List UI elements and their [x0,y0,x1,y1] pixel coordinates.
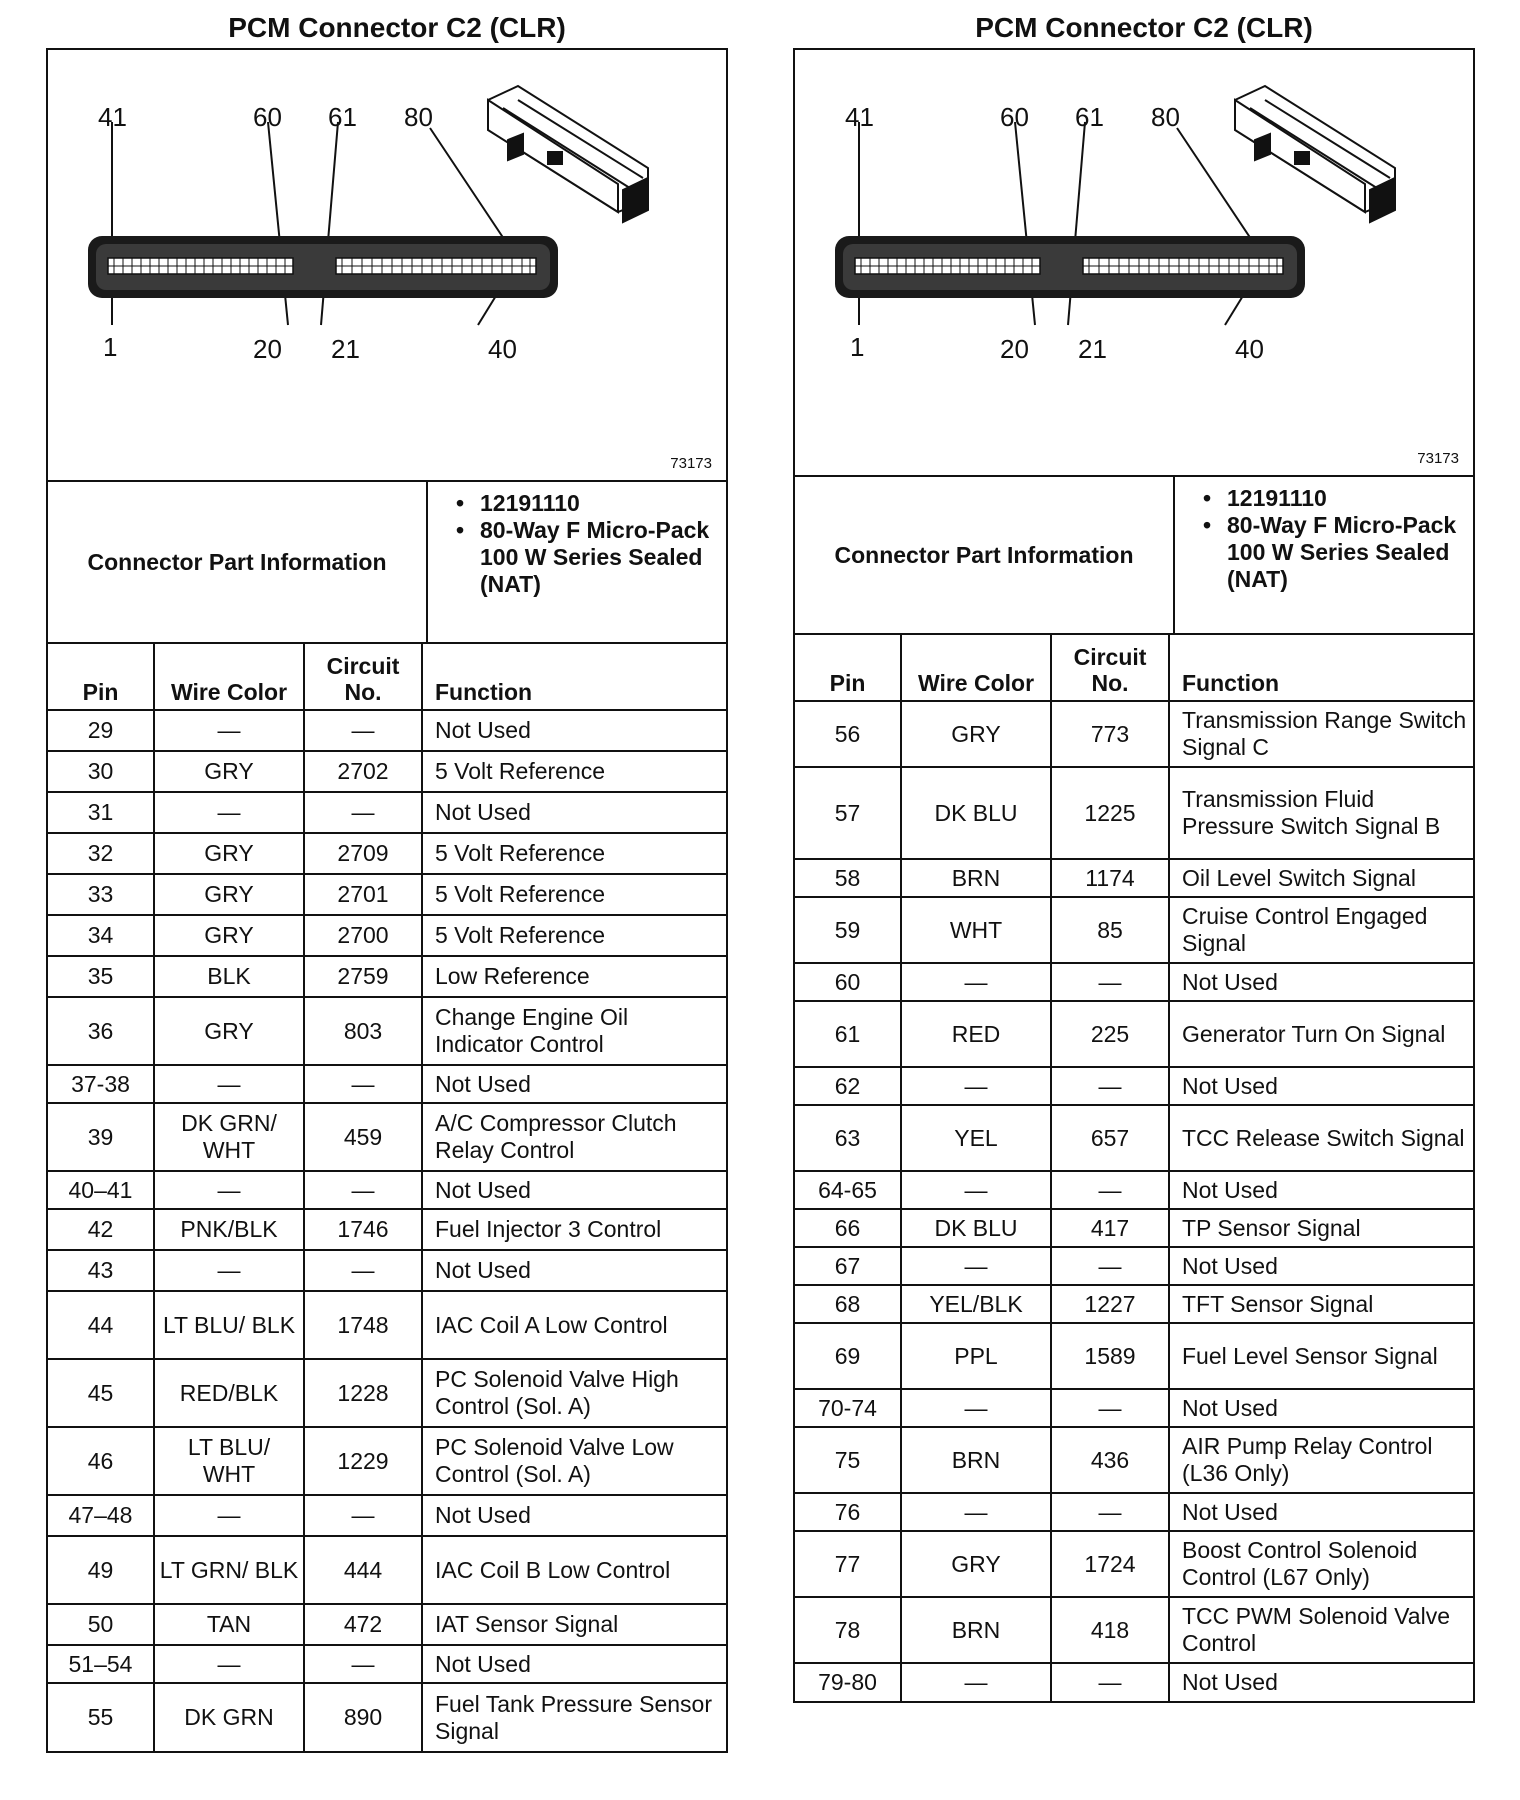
function-cell: Generator Turn On Signal [1169,1001,1473,1067]
wire-cell: WHT [901,897,1051,963]
circuit-cell: 1174 [1051,859,1169,897]
wire-cell: BRN [901,1597,1051,1663]
function-cell: Oil Level Switch Signal [1169,859,1473,897]
pin-label-1: 1 [103,332,118,362]
table-row [48,1065,726,1103]
pin-label-41: 41 [98,102,127,132]
circuit-cell: 803 [304,997,422,1065]
function-cell: Not Used [1169,963,1473,1001]
pin-label-21: 21 [331,334,360,364]
function-cell: 5 Volt Reference [422,874,726,915]
circuit-cell: 436 [1051,1427,1169,1493]
wire-cell: — [901,963,1051,1001]
table-row [795,1247,1473,1285]
pin-label-20: 20 [253,334,282,364]
table-row [795,1389,1473,1427]
function-cell: Low Reference [422,956,726,997]
table-row [48,833,726,874]
pin-label-80: 80 [404,102,433,132]
table-row [795,1597,1473,1663]
table-row [48,1536,726,1604]
function-cell: Not Used [1169,1389,1473,1427]
circuit-cell: — [304,1250,422,1291]
connector-diagram [48,50,726,482]
table-row [48,1427,726,1495]
table-row [795,1285,1473,1323]
wire-cell: RED/BLK [154,1359,304,1427]
function-cell: Cruise Control Engaged Signal [1169,897,1473,963]
wire-cell: GRY [154,833,304,874]
pin-cell: 64-65 [795,1171,901,1209]
pin-label-40: 40 [1235,334,1264,364]
wire-cell: GRY [154,874,304,915]
pin-label-41: 41 [845,102,874,132]
pin-cell: 60 [795,963,901,1001]
circuit-cell: 444 [304,1536,422,1604]
header-function: Function [422,644,726,710]
circuit-cell: 657 [1051,1105,1169,1171]
function-cell: Transmission Range Switch Signal C [1169,701,1473,767]
wire-cell: LT GRN/ BLK [154,1536,304,1604]
function-cell: TCC Release Switch Signal [1169,1105,1473,1171]
connector-part-info [795,477,1473,635]
function-cell: Not Used [422,1065,726,1103]
wire-cell: GRY [901,701,1051,767]
circuit-cell: — [304,1171,422,1209]
table-row [795,1209,1473,1247]
pin-cell: 49 [48,1536,154,1604]
circuit-cell: 2709 [304,833,422,874]
pin-cell: 32 [48,833,154,874]
wire-cell: LT BLU/ BLK [154,1291,304,1359]
function-cell: Fuel Injector 3 Control [422,1209,726,1250]
function-cell: Not Used [1169,1663,1473,1701]
header-wire-color: Wire Color [901,635,1051,701]
circuit-cell: 459 [304,1103,422,1171]
circuit-cell: — [1051,1067,1169,1105]
pin-cell: 61 [795,1001,901,1067]
connector-illustration [795,50,1473,475]
pin-cell: 30 [48,751,154,792]
wire-cell: YEL/BLK [901,1285,1051,1323]
circuit-cell: 2702 [304,751,422,792]
function-cell: Not Used [1169,1171,1473,1209]
function-cell: Not Used [1169,1247,1473,1285]
pin-cell: 76 [795,1493,901,1531]
pin-cell: 37-38 [48,1065,154,1103]
connector-part-info-label: Connector Part Information [48,482,428,642]
wire-cell: — [154,1171,304,1209]
pin-cell: 56 [795,701,901,767]
function-cell: Not Used [422,1250,726,1291]
connector-part-info-list: • 12191110 • 80-Way F Micro-Pack 100 W Series Sealed (NAT) [1175,477,1473,633]
connector-part-info-list: • 12191110 • 80-Way F Micro-Pack 100 W Series Sealed (NAT) [428,482,726,642]
table-row [795,897,1473,963]
pin-cell: 77 [795,1531,901,1597]
pin-cell: 78 [795,1597,901,1663]
pin-cell: 67 [795,1247,901,1285]
function-cell: Not Used [422,710,726,751]
wire-cell: — [154,1495,304,1536]
pin-cell: 47–48 [48,1495,154,1536]
connector-part-info [48,482,726,644]
wire-cell: TAN [154,1604,304,1645]
function-cell: Fuel Tank Pressure Sensor Signal [422,1683,726,1751]
circuit-cell: — [304,1065,422,1103]
pin-cell: 75 [795,1427,901,1493]
circuit-cell: 85 [1051,897,1169,963]
circuit-cell: 1746 [304,1209,422,1250]
table-row [795,963,1473,1001]
table-row [795,1171,1473,1209]
function-cell: Not Used [422,1495,726,1536]
pin-cell: 51–54 [48,1645,154,1683]
circuit-cell: — [1051,1389,1169,1427]
pin-cell: 33 [48,874,154,915]
connector-diagram [795,50,1473,477]
part-description: 80-Way F Micro-Pack 100 W Series Sealed (NAT) [1227,512,1457,592]
wire-cell: — [901,1389,1051,1427]
table-row [795,1105,1473,1171]
figure-id: 73173 [670,455,712,472]
function-cell: Fuel Level Sensor Signal [1169,1323,1473,1389]
function-cell: PC Solenoid Valve High Control (Sol. A) [422,1359,726,1427]
function-cell: Transmission Fluid Pressure Switch Signal B [1169,767,1473,859]
wire-cell: — [154,710,304,751]
function-cell: Not Used [422,1645,726,1683]
part-number: 12191110 [1227,485,1327,511]
table-row [48,792,726,833]
panel-title: PCM Connector C2 (CLR) [228,12,566,43]
wire-cell: DK BLU [901,767,1051,859]
connector-perspective-icon [1235,86,1395,222]
connector-part-info-label: Connector Part Information [795,477,1175,633]
connector-frame [46,48,728,1753]
pin-cell: 66 [795,1209,901,1247]
pin-cell: 31 [48,792,154,833]
circuit-cell: 773 [1051,701,1169,767]
connector-perspective-icon [488,86,648,222]
pin-cell: 70-74 [795,1389,901,1427]
pin-cell: 58 [795,859,901,897]
pin-cell: 68 [795,1285,901,1323]
table-row [48,956,726,997]
wire-cell: — [154,792,304,833]
pin-cell: 35 [48,956,154,997]
pin-label-61: 61 [328,102,357,132]
circuit-cell: 1228 [304,1359,422,1427]
function-cell: 5 Volt Reference [422,833,726,874]
right-panel [793,8,1475,1703]
wire-cell: — [154,1645,304,1683]
wire-cell: GRY [154,997,304,1065]
header-wire-color: Wire Color [154,644,304,710]
header-circuit-no: Circuit No. [304,644,422,710]
function-cell: IAC Coil B Low Control [422,1536,726,1604]
wire-cell: — [154,1250,304,1291]
wire-cell: LT BLU/ WHT [154,1427,304,1495]
function-cell: PC Solenoid Valve Low Control (Sol. A) [422,1427,726,1495]
circuit-cell: 225 [1051,1001,1169,1067]
wire-cell: DK BLU [901,1209,1051,1247]
pin-table [48,644,726,1751]
pin-label-80: 80 [1151,102,1180,132]
wire-cell: BLK [154,956,304,997]
function-cell: TCC PWM Solenoid Valve Control [1169,1597,1473,1663]
circuit-cell: 418 [1051,1597,1169,1663]
pin-cell: 62 [795,1067,901,1105]
circuit-cell: — [304,1495,422,1536]
pin-table [795,635,1473,1701]
pin-cell: 29 [48,710,154,751]
pin-label-40: 40 [488,334,517,364]
circuit-cell: 2701 [304,874,422,915]
header-pin: Pin [48,644,154,710]
table-row [795,1067,1473,1105]
pin-cell: 44 [48,1291,154,1359]
circuit-cell: 1225 [1051,767,1169,859]
wire-cell: — [901,1247,1051,1285]
table-row [48,1359,726,1427]
table-row [48,1683,726,1751]
wire-cell: — [901,1171,1051,1209]
table-row [48,1495,726,1536]
header-pin: Pin [795,635,901,701]
pin-cell: 45 [48,1359,154,1427]
circuit-cell: — [1051,1171,1169,1209]
part-description: 80-Way F Micro-Pack 100 W Series Sealed (NAT) [480,517,710,597]
header-function: Function [1169,635,1473,701]
circuit-cell: 890 [304,1683,422,1751]
function-cell: A/C Compressor Clutch Relay Control [422,1103,726,1171]
pin-cell: 40–41 [48,1171,154,1209]
pin-cell: 42 [48,1209,154,1250]
circuit-cell: 2700 [304,915,422,956]
circuit-cell: — [304,710,422,751]
table-row [795,1427,1473,1493]
wire-cell: DK GRN [154,1683,304,1751]
pin-cell: 59 [795,897,901,963]
wire-cell: — [154,1065,304,1103]
table-row [795,767,1473,859]
function-cell: Boost Control Solenoid Control (L67 Only) [1169,1531,1473,1597]
wire-cell: — [901,1493,1051,1531]
table-row [48,997,726,1065]
wire-cell: GRY [154,751,304,792]
pin-cell: 79-80 [795,1663,901,1701]
table-row [795,859,1473,897]
circuit-cell: 1724 [1051,1531,1169,1597]
wire-cell: — [901,1663,1051,1701]
wire-cell: — [901,1067,1051,1105]
table-row [795,1663,1473,1701]
wire-cell: BRN [901,1427,1051,1493]
circuit-cell: — [1051,1247,1169,1285]
function-cell: Not Used [1169,1493,1473,1531]
function-cell: Not Used [1169,1067,1473,1105]
wire-cell: GRY [901,1531,1051,1597]
table-row [795,1493,1473,1531]
wire-cell: DK GRN/ WHT [154,1103,304,1171]
pin-label-61: 61 [1075,102,1104,132]
header-circuit-no: Circuit No. [1051,635,1169,701]
pin-cell: 36 [48,997,154,1065]
wire-cell: BRN [901,859,1051,897]
function-cell: 5 Volt Reference [422,915,726,956]
circuit-cell: — [1051,1663,1169,1701]
function-cell: TP Sensor Signal [1169,1209,1473,1247]
left-panel [46,8,728,1753]
connector-illustration [48,50,726,480]
table-row [795,1323,1473,1389]
wire-cell: RED [901,1001,1051,1067]
pin-label-21: 21 [1078,334,1107,364]
pin-label-60: 60 [1000,102,1029,132]
pin-cell: 39 [48,1103,154,1171]
pin-label-1: 1 [850,332,865,362]
function-cell: 5 Volt Reference [422,751,726,792]
table-row [48,1209,726,1250]
table-row [795,1001,1473,1067]
table-row [48,1645,726,1683]
circuit-cell: — [1051,1493,1169,1531]
pin-label-60: 60 [253,102,282,132]
table-row [795,701,1473,767]
pin-cell: 43 [48,1250,154,1291]
wire-cell: PPL [901,1323,1051,1389]
circuit-cell: 1227 [1051,1285,1169,1323]
pin-cell: 63 [795,1105,901,1171]
part-number: 12191110 [480,490,580,516]
pin-cell: 57 [795,767,901,859]
function-cell: AIR Pump Relay Control (L36 Only) [1169,1427,1473,1493]
table-row [48,1171,726,1209]
function-cell: IAC Coil A Low Control [422,1291,726,1359]
table-row [48,874,726,915]
table-row [48,915,726,956]
wire-cell: PNK/BLK [154,1209,304,1250]
circuit-cell: 1748 [304,1291,422,1359]
pin-cell: 46 [48,1427,154,1495]
table-row [795,1531,1473,1597]
panel-title: PCM Connector C2 (CLR) [975,12,1313,43]
function-cell: Not Used [422,792,726,833]
circuit-cell: 417 [1051,1209,1169,1247]
circuit-cell: 1229 [304,1427,422,1495]
connector-frame [793,48,1475,1703]
function-cell: TFT Sensor Signal [1169,1285,1473,1323]
table-row [48,1103,726,1171]
function-cell: Not Used [422,1171,726,1209]
figure-id: 73173 [1417,450,1459,467]
function-cell: Change Engine Oil Indicator Control [422,997,726,1065]
table-row [48,1604,726,1645]
circuit-cell: — [304,792,422,833]
pin-cell: 34 [48,915,154,956]
circuit-cell: 472 [304,1604,422,1645]
table-row [48,1250,726,1291]
wire-cell: GRY [154,915,304,956]
table-row [48,710,726,751]
circuit-cell: — [1051,963,1169,1001]
circuit-cell: 1589 [1051,1323,1169,1389]
circuit-cell: 2759 [304,956,422,997]
function-cell: IAT Sensor Signal [422,1604,726,1645]
pin-label-20: 20 [1000,334,1029,364]
pin-cell: 69 [795,1323,901,1389]
pin-cell: 55 [48,1683,154,1751]
table-row [48,751,726,792]
circuit-cell: — [304,1645,422,1683]
pin-cell: 50 [48,1604,154,1645]
table-row [48,1291,726,1359]
wire-cell: YEL [901,1105,1051,1171]
